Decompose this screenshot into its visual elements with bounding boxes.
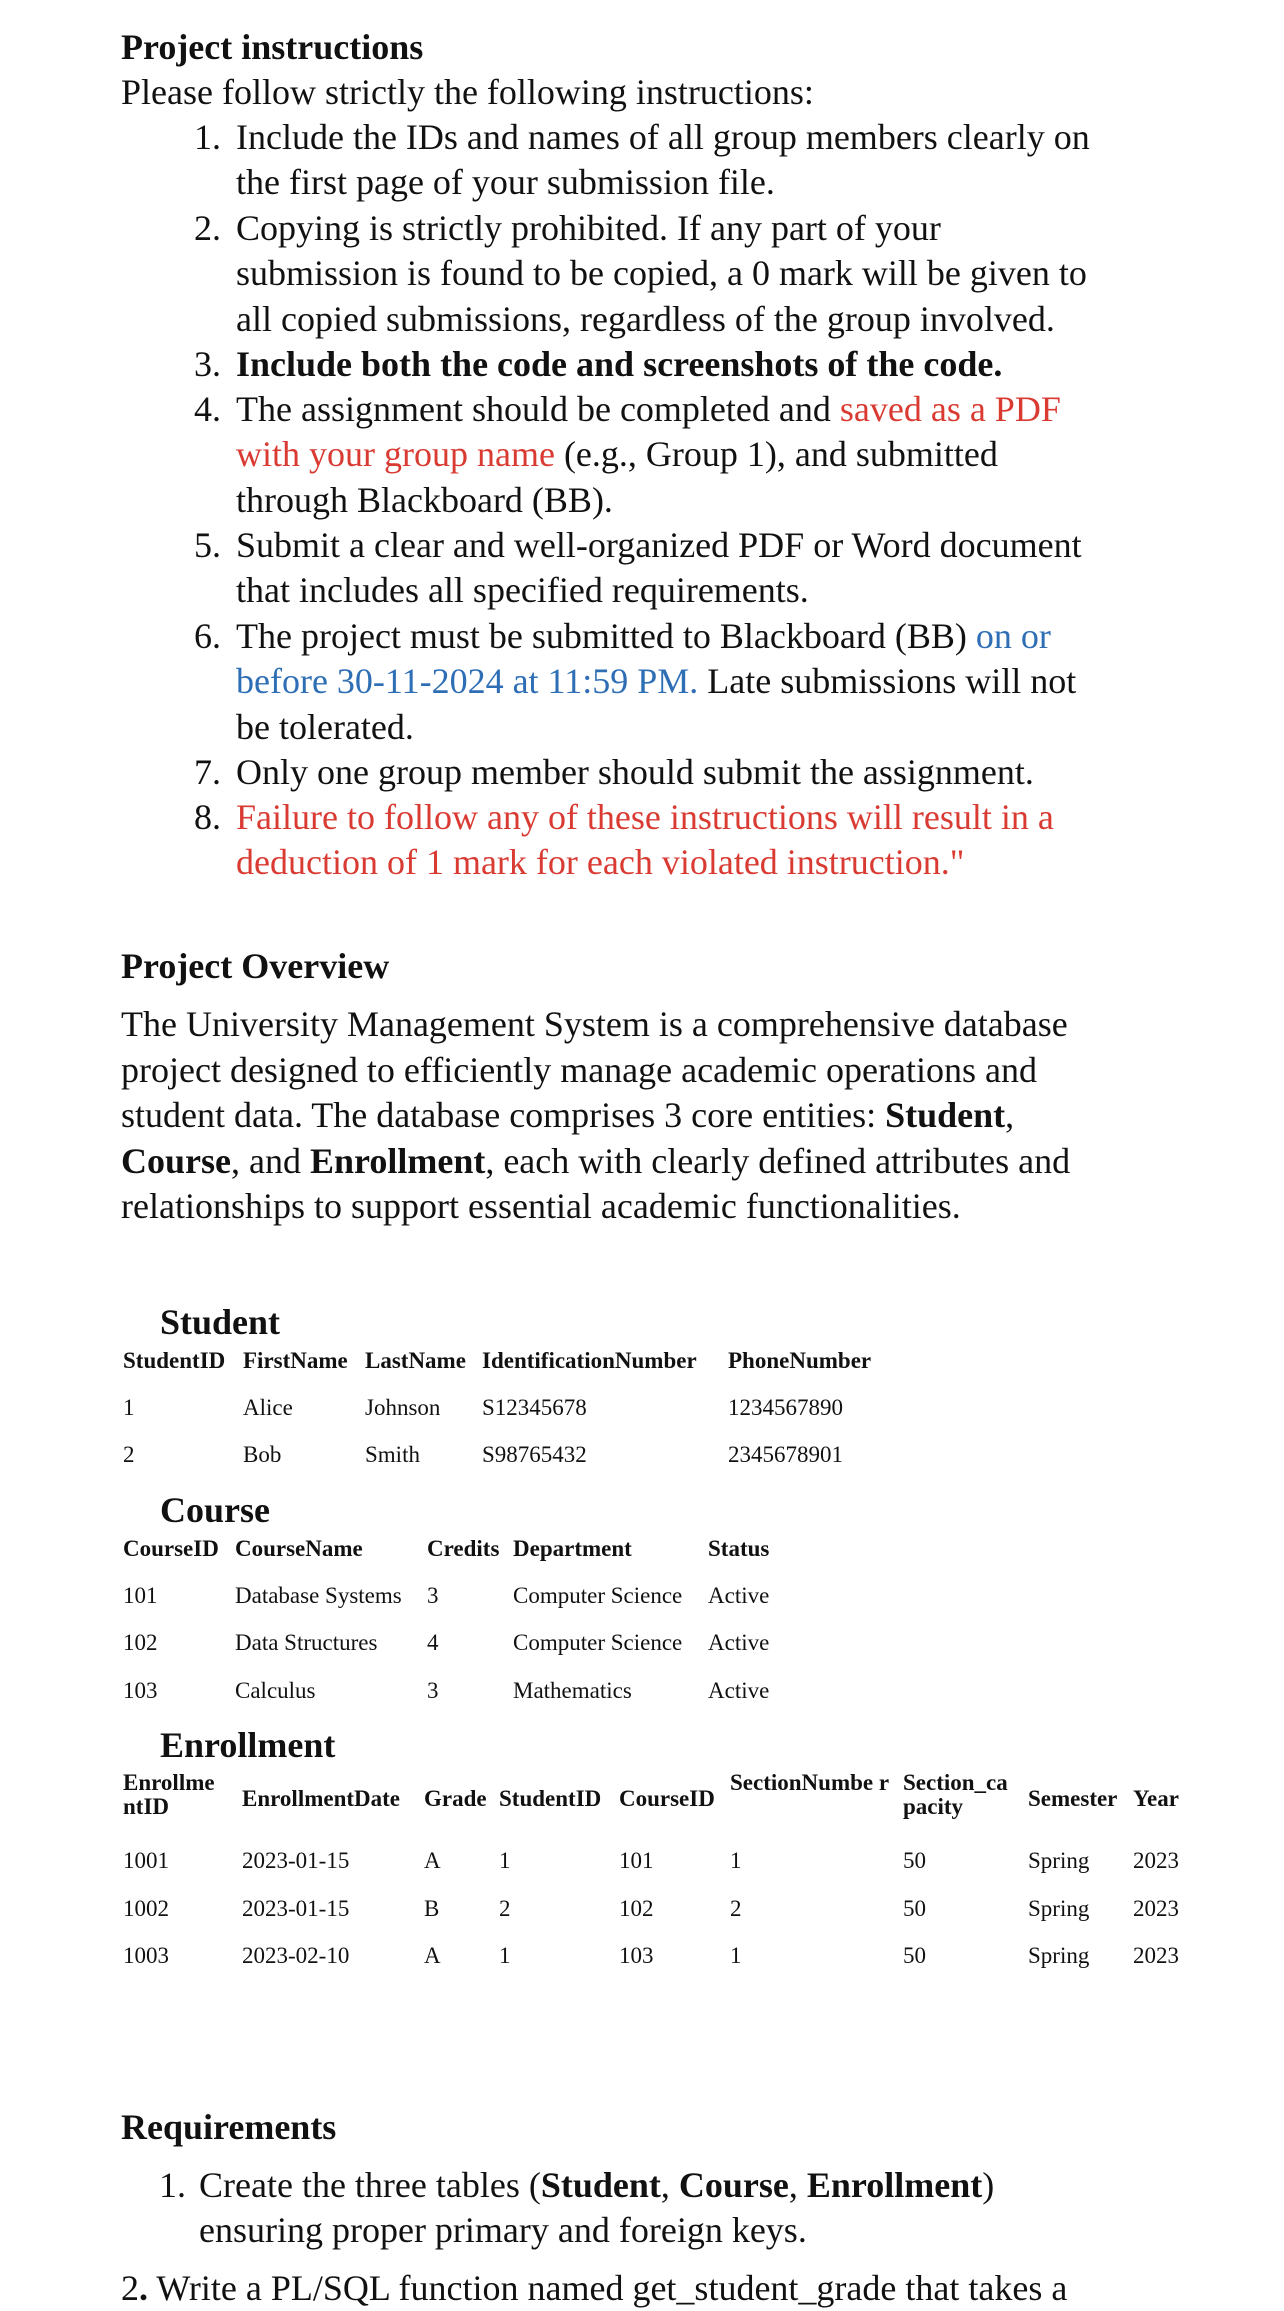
table-cell: 50 [903,1848,926,1873]
table-cell: Mathematics [513,1678,632,1703]
enrollment-header-section-number: SectionNumbe r [730,1770,890,1795]
table-cell: 102 [619,1896,654,1921]
course-header-department: Department [513,1536,632,1561]
instruction-item-2: 2. Copying is strictly prohibited. If any part of your submission is found to be copied, a 0 mark will be given to all copied submissions, regardless of the group involved. [194,208,1087,339]
requirement-item-2: 2. Write a PL/SQL function named get_student_grade that takes a [121,2268,1068,2308]
table-cell: Database Systems [235,1583,402,1608]
table-cell: 2023 [1133,1848,1179,1873]
table-cell: 3 [427,1583,439,1608]
table-cell: A [424,1848,441,1873]
table-cell: 1003 [123,1943,169,1968]
table-cell: 2023-01-15 [242,1896,350,1921]
table-cell: 103 [123,1678,158,1703]
table-cell: 3 [427,1678,439,1703]
course-table-title: Course [160,1490,270,1530]
table-cell: Johnson [365,1395,441,1420]
instruction-item-5: 5. Submit a clear and well-organized PDF or Word document that includes all specified requirements. [194,525,1082,611]
table-cell: Calculus [235,1678,316,1703]
table-cell: 1 [730,1943,742,1968]
table-cell: Computer Science [513,1630,683,1655]
table-cell: 2 [730,1896,742,1921]
course-header-credits: Credits [427,1536,500,1561]
overview-paragraph: The University Management System is a comprehensive database project designed to efficiently manage academic operations and student data. The database comprises 3 core entities: Student, Course, and Enrollment, each with clearly defined attributes and relationships to support essential academic functionalities. [121,1004,1071,1226]
enrollment-header-studentid: StudentID [499,1786,602,1811]
table-cell: 101 [619,1848,654,1873]
enrollment-header-section-capacity: Section_ca pacity [903,1770,1008,1819]
requirement-item-1: 1. Create the three tables (Student, Course, Enrollment) ensuring proper primary and foreign keys. [159,2165,995,2250]
instruction-item-7: 7. Only one group member should submit the assignment. [194,752,1034,792]
table-cell: Spring [1028,1943,1090,1968]
table-cell: 101 [123,1583,158,1608]
table-cell: 103 [619,1943,654,1968]
table-cell: 2 [123,1442,135,1467]
instruction-item-1: 1. Include the IDs and names of all group members clearly on the first page of your submission file. [194,117,1090,203]
table-cell: 2 [499,1896,511,1921]
table-cell: 1001 [123,1848,169,1873]
overview-heading: Project Overview [121,946,390,986]
table-cell: Spring [1028,1848,1090,1873]
table-cell: 1 [499,1848,511,1873]
table-cell: Smith [365,1442,420,1467]
requirements-heading: Requirements [121,2107,337,2147]
student-header-phone: PhoneNumber [728,1348,872,1373]
student-header-firstname: FirstName [243,1348,348,1373]
instruction-item-8: 8. Failure to follow any of these instructions will result in a deduction of 1 mark for each violated instruction." [194,797,1054,883]
table-cell: 2345678901 [728,1442,843,1467]
course-header-courseid: CourseID [123,1536,219,1561]
table-cell: 50 [903,1943,926,1968]
instruction-item-6: 6. The project must be submitted to Blackboard (BB) on or before 30-11-2024 at 11:59 PM. Late submissions will not be tolerated. [194,616,1077,747]
enrollment-header-grade: Grade [424,1786,487,1811]
enrollment-header-year: Year [1133,1786,1179,1811]
table-cell: 2023-01-15 [242,1848,350,1873]
course-header-coursename: CourseName [235,1536,363,1561]
enrollment-header-id: Enrollme ntID [123,1770,215,1819]
instructions-heading: Project instructions [121,27,424,67]
table-cell: 4 [427,1630,439,1655]
table-cell: 50 [903,1896,926,1921]
table-cell: S98765432 [482,1442,587,1467]
student-table-title: Student [160,1302,281,1342]
table-cell: Data Structures [235,1630,378,1655]
table-cell: 1 [123,1395,135,1420]
table-cell: Active [708,1630,770,1655]
table-cell: 2023 [1133,1943,1179,1968]
enrollment-table-title: Enrollment [160,1725,336,1765]
table-cell: B [424,1896,440,1921]
table-cell: Spring [1028,1896,1090,1921]
table-cell: 1 [499,1943,511,1968]
instruction-item-4: 4. The assignment should be completed and saved as a PDF with your group name (e.g., Group 1), and submitted through Blackboard (BB). [194,389,1061,520]
student-header-idnumber: IdentificationNumber [482,1348,697,1373]
table-cell: 2023-02-10 [242,1943,350,1968]
enrollment-header-date: EnrollmentDate [242,1786,401,1811]
table-cell: 1234567890 [728,1395,843,1420]
student-header-studentid: StudentID [123,1348,226,1373]
table-cell: Active [708,1678,770,1703]
table-cell: 1002 [123,1896,169,1921]
table-cell: Computer Science [513,1583,683,1608]
instruction-item-3: 3. Include both the code and screenshots of the code. [194,344,1003,384]
enrollment-header-semester: Semester [1028,1786,1118,1811]
table-cell: 1 [730,1848,742,1873]
table-cell: 102 [123,1630,158,1655]
student-header-lastname: LastName [365,1348,466,1373]
course-header-status: Status [708,1536,770,1561]
enrollment-header-courseid: CourseID [619,1786,715,1811]
table-cell: Bob [243,1442,282,1467]
table-cell: 2023 [1133,1896,1179,1921]
table-cell: Alice [243,1395,293,1420]
table-cell: S12345678 [482,1395,587,1420]
instructions-intro: Please follow strictly the following instructions: [121,72,814,112]
table-cell: A [424,1943,441,1968]
table-cell: Active [708,1583,770,1608]
